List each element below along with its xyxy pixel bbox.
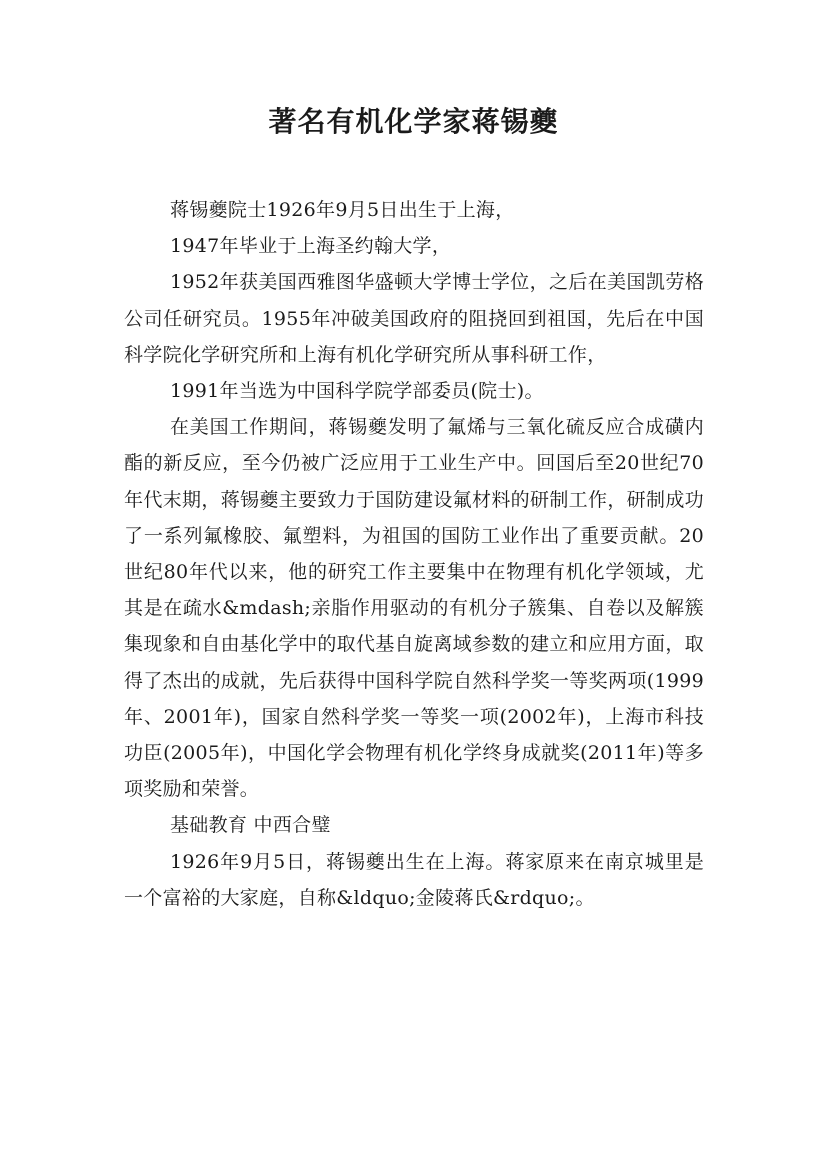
paragraph-academician: 1991年当选为中国科学院学部委员(院士)。 bbox=[170, 380, 544, 403]
paragraph-family: 1926年9月5日，蒋锡夔出生在上海。蒋家原来在南京城里是一个富裕的大家庭，自称&ldquo;金陵蒋氏&rdquo;。 bbox=[124, 850, 704, 909]
document-title: 著名有机化学家蒋锡夔 bbox=[268, 105, 559, 138]
document-body bbox=[124, 192, 704, 916]
paragraph-birth: 蒋锡夔院士1926年9月5日出生于上海， bbox=[170, 199, 515, 221]
paragraph-graduation: 1947年毕业于上海圣约翰大学， bbox=[170, 235, 452, 258]
section-heading-education: 基础教育 中西合璧 bbox=[170, 814, 331, 837]
paragraph-achievements: 在美国工作期间，蒋锡夔发明了氟烯与三氧化硫反应合成磺内酯的新反应，至今仍被广泛应用于工业生产中。回国后至20世纪70年代末期，蒋锡夔主要致力于国防建设氟材料的研制工作，研制成功了一系列氟橡胶、氟塑料，为祖国的国防工业作出了重要贡献。20世纪80年代以来，他的研究工作主要集中在物理有机化学领域，尤其是在疏水&mdash;亲脂作用驱动的有机分子簇集、自卷以及解簇集现象和自由基化学中的取代基自旋离域参数的建立和应用方面，取得了杰出的成就，先后获得中国科学院自然科学奖一等奖两项(1999年、2001年)，国家自然科学奖一等奖一项(2002年)，上海市科技功臣(2005年)，中国化学会物理有机化学终身成就奖(2011年)等多项奖励和荣誉。 bbox=[124, 416, 704, 801]
paragraph-doctorate: 1952年获美国西雅图华盛顿大学博士学位，之后在美国凯劳格公司任研究员。1955年冲破美国政府的阻挠回到祖国，先后在中国科学院化学研究所和上海有机化学研究所从事科研工作， bbox=[124, 271, 704, 366]
